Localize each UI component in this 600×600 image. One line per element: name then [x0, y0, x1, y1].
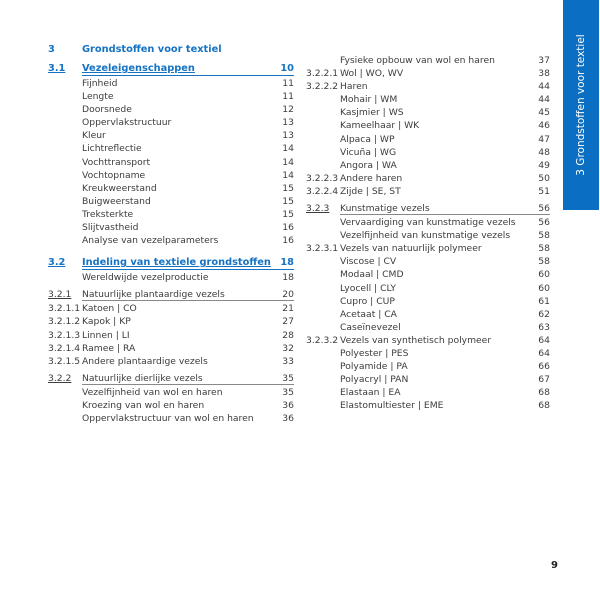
toc-entry-number: 3.2.1.5 [48, 355, 81, 367]
toc-entry-title: Fijnheid [82, 78, 118, 89]
toc-entry-page-number: 48 [538, 146, 550, 158]
toc-entry-page-number: 58 [538, 230, 550, 242]
toc-entry-page-number: 16 [282, 235, 294, 247]
toc-entry-title: Natuurlijke plantaardige vezels [82, 289, 225, 301]
toc-entry-title: Polyester | PES [340, 347, 409, 359]
toc-entry-title: Andere haren [340, 172, 403, 184]
toc-entry-page-number: 61 [538, 295, 550, 307]
toc-entry-item[interactable] [306, 106, 550, 119]
toc-entry-item[interactable] [306, 93, 550, 106]
toc-entry-title: Wereldwijde vezelproductie [82, 272, 209, 284]
toc-entry-item[interactable] [48, 412, 294, 425]
toc-left-column [48, 40, 294, 425]
toc-entry-page-number: 66 [538, 361, 550, 373]
toc-entry-title: Oppervlakstructuur [82, 117, 172, 129]
toc-entry-page-number: 56 [538, 217, 550, 229]
toc-entry-title: Buigweerstand [82, 195, 151, 207]
toc-entry-number: 3.2.2.2 [306, 81, 339, 93]
toc-entry-page-number: 13 [282, 117, 294, 129]
toc-entry-page-number: 12 [282, 104, 294, 116]
toc-entry-title: Vezelfijnheid van wol en haren [82, 386, 223, 398]
toc-entry-number: 3.2.3.1 [306, 243, 339, 255]
toc-entry-item[interactable] [306, 67, 550, 80]
toc-entry-title: Fysieke opbouw van wol en haren [340, 55, 495, 66]
toc-entry-title: Indeling van textiele grondstoffen [82, 257, 271, 269]
toc-entry-page-number: 18 [282, 272, 294, 284]
toc-entry-title: Kasjmier | WS [340, 107, 404, 119]
toc-entry-item[interactable] [48, 129, 294, 142]
page-number: 9 [551, 560, 558, 571]
toc-entry-item[interactable] [48, 90, 294, 103]
toc-entry-page-number: 11 [282, 91, 294, 103]
toc-entry-title: Mohair | WM [340, 94, 398, 106]
toc-entry-title: Kapok | KP [82, 316, 131, 328]
toc-entry-page-number: 36 [282, 412, 294, 424]
toc-entry-title: Modaal | CMD [340, 269, 404, 281]
toc-entry-page-number: 15 [282, 182, 294, 194]
toc-entry-number: 3.2.1.3 [48, 329, 81, 341]
toc-entry-page-number: 32 [282, 342, 294, 354]
toc-entry-title: Haren [340, 81, 368, 93]
toc-entry-page-number: 33 [282, 355, 294, 367]
toc-entry-title: Alpaca | WP [340, 133, 395, 145]
toc-entry-title: Treksterkte [82, 208, 134, 220]
toc-entry-number: 3.2.2.1 [306, 68, 339, 80]
toc-entry-title: Kleur [82, 130, 106, 142]
toc-entry-title: Doorsnede [82, 104, 132, 116]
toc-entry-number: 3.2.3 [306, 203, 330, 215]
toc-entry-page-number: 15 [282, 208, 294, 220]
toc-entry-title: Zijde | SE, ST [340, 185, 401, 197]
toc-entry-item[interactable] [306, 146, 550, 159]
toc-entry-item[interactable] [48, 302, 294, 315]
toc-entry-page-number: 14 [282, 143, 294, 155]
toc-entry-number: 3 [48, 44, 55, 55]
toc-entry-title: Polyamide | PA [340, 361, 408, 373]
toc-entry-item[interactable] [48, 342, 294, 355]
toc-entry-page-number: 60 [538, 282, 550, 294]
toc-entry-item[interactable] [48, 182, 294, 195]
toc-entry-item[interactable] [48, 315, 294, 328]
toc-entry-item[interactable] [306, 268, 550, 281]
toc-entry-page-number: 50 [538, 172, 550, 184]
chapter-side-tab [563, 0, 599, 210]
toc-entry-item[interactable] [306, 308, 550, 321]
toc-entry-page-number: 13 [282, 130, 294, 142]
toc-entry-page-number: 60 [538, 269, 550, 281]
toc-entry-title: Analyse van vezelparameters [82, 235, 219, 247]
toc-entry-title: Slijtvastheid [82, 222, 139, 234]
toc-entry-item[interactable] [306, 321, 550, 334]
toc-entry-item[interactable] [306, 347, 550, 360]
toc-entry-number: 3.2.2.4 [306, 185, 339, 197]
toc-entry-item[interactable] [48, 386, 294, 399]
toc-entry-item[interactable] [48, 234, 294, 247]
toc-entry-page-number: 58 [538, 256, 550, 268]
toc-entry-title: Oppervlakstructuur van wol en haren [82, 412, 254, 424]
toc-entry-item[interactable] [306, 334, 550, 347]
toc-entry-item[interactable] [48, 329, 294, 342]
toc-entry-page-number: 15 [282, 195, 294, 207]
toc-entry-item[interactable] [48, 195, 294, 208]
toc-entry-page-number: 51 [538, 185, 550, 197]
toc-entry-item[interactable] [48, 116, 294, 129]
toc-entry-item[interactable] [306, 229, 550, 242]
toc-entry-title: Vezeleigenschappen [82, 63, 195, 74]
toc-entry-item[interactable] [48, 221, 294, 234]
chapter-side-tab-label: 3 Grondstoffen voor textiel [575, 34, 587, 176]
toc-entry-number: 3.2.1 [48, 289, 72, 301]
toc-entry-title: Kameelhaar | WK [340, 120, 420, 132]
toc-entry-item[interactable] [306, 119, 550, 132]
toc-entry-page-number: 44 [538, 94, 550, 106]
toc-entry-item[interactable] [306, 159, 550, 172]
toc-entry-item[interactable] [306, 80, 550, 93]
toc-entry-page-number: 63 [538, 321, 550, 333]
toc-entry-page-number: 11 [282, 78, 294, 89]
toc-entry-title: Vezels van synthetisch polymeer [340, 334, 492, 346]
toc-entry-number: 3.1 [48, 63, 66, 74]
toc-entry-number: 3.2 [48, 257, 66, 269]
toc-entry-title: Vezels van natuurlijk polymeer [340, 243, 482, 255]
toc-entry-title: Lichtreflectie [82, 143, 142, 155]
toc-entry-page-number: 68 [538, 400, 550, 412]
toc-entry-title: Vezelfijnheid van kunstmatige vezels [340, 230, 511, 242]
toc-entry-section[interactable] [48, 61, 294, 77]
toc-entry-title: Katoen | CO [82, 303, 137, 315]
toc-entry-title: Wol | WO, WV [340, 68, 404, 80]
toc-entry-section[interactable] [48, 255, 294, 271]
toc-entry-item[interactable] [48, 77, 294, 90]
toc-entry-page-number: 56 [538, 203, 550, 215]
toc-entry-item[interactable] [306, 54, 550, 67]
toc-entry-page-number: 14 [282, 156, 294, 168]
toc-spacer [48, 247, 294, 253]
toc-entry-page-number: 46 [538, 120, 550, 132]
toc-entry-item[interactable] [306, 373, 550, 386]
toc-entry-number: 3.2.1.4 [48, 342, 81, 354]
toc-entry-chapter[interactable] [48, 40, 294, 59]
toc-entry-title: Linnen | LI [82, 329, 130, 341]
toc-entry-page-number: 44 [538, 81, 550, 93]
toc-entry-title: Grondstoffen voor textiel [82, 44, 222, 55]
toc-entry-item[interactable] [306, 255, 550, 268]
toc-entry-title: Kreukweerstand [82, 182, 157, 194]
toc-entry-page-number: 67 [538, 374, 550, 386]
toc-entry-page-number: 45 [538, 107, 550, 119]
toc-entry-sub[interactable] [48, 287, 294, 302]
toc-entry-title: Cupro | CUP [340, 295, 395, 307]
toc-entry-number: 3.2.1.1 [48, 303, 81, 315]
toc-entry-title: Angora | WA [340, 159, 397, 171]
toc-entry-item[interactable] [48, 399, 294, 412]
toc-entry-item[interactable] [306, 295, 550, 308]
toc-entry-item[interactable] [48, 271, 294, 284]
toc-entry-page-number: 37 [538, 55, 550, 66]
toc-entry-title: Kroezing van wol en haren [82, 399, 205, 411]
toc-entry-title: Andere plantaardige vezels [82, 355, 208, 367]
toc-entry-page-number: 20 [282, 289, 294, 301]
toc-entry-page-number: 49 [538, 159, 550, 171]
toc-entry-item[interactable] [306, 399, 550, 412]
toc-entry-page-number: 58 [538, 243, 550, 255]
toc-entry-item[interactable] [306, 282, 550, 295]
toc-entry-sub[interactable] [306, 201, 550, 216]
toc-entry-page-number: 36 [282, 399, 294, 411]
toc-entry-title: Vochtopname [82, 169, 146, 181]
toc-entry-title: Caseïnevezel [340, 321, 401, 333]
toc-entry-page-number: 35 [282, 372, 294, 384]
toc-entry-page-number: 27 [282, 316, 294, 328]
toc-entry-title: Vochttransport [82, 156, 151, 168]
toc-entry-item[interactable] [48, 208, 294, 221]
toc-entry-title: Elastaan | EA [340, 387, 401, 399]
toc-entry-page-number: 64 [538, 334, 550, 346]
toc-entry-page-number: 18 [280, 257, 294, 269]
toc-entry-title: Lyocell | CLY [340, 282, 397, 294]
toc-entry-title: Lengte [82, 91, 114, 103]
toc-entry-item[interactable] [48, 169, 294, 182]
toc-entry-page-number: 21 [282, 303, 294, 315]
toc-entry-item[interactable] [306, 216, 550, 229]
toc-entry-item[interactable] [48, 156, 294, 169]
toc-entry-item[interactable] [48, 355, 294, 368]
toc-entry-title: Vicuña | WG [340, 146, 397, 158]
toc-entry-number: 3.2.3.2 [306, 334, 339, 346]
toc-entry-title: Kunstmatige vezels [340, 203, 430, 215]
toc-entry-title: Viscose | CV [340, 256, 397, 268]
toc-entry-number: 3.2.2 [48, 372, 72, 384]
toc-entry-page-number: 35 [282, 386, 294, 398]
toc-entry-item[interactable] [306, 386, 550, 399]
toc-entry-item[interactable] [306, 242, 550, 255]
toc-entry-sub[interactable] [48, 371, 294, 386]
toc-entry-page-number: 14 [282, 169, 294, 181]
toc-entry-item[interactable] [48, 142, 294, 155]
toc-entry-title: Acetaat | CA [340, 308, 397, 320]
toc-entry-page-number: 10 [280, 63, 294, 74]
toc-entry-number: 3.2.2.3 [306, 172, 339, 184]
toc-entry-title: Vervaardiging van kunstmatige vezels [340, 217, 516, 229]
toc-entry-title: Polyacryl | PAN [340, 374, 409, 386]
toc-entry-item[interactable] [306, 360, 550, 373]
toc-entry-number: 3.2.1.2 [48, 316, 81, 328]
toc-entry-item[interactable] [48, 103, 294, 116]
toc-entry-page-number: 28 [282, 329, 294, 341]
toc-entry-page-number: 38 [538, 68, 550, 80]
toc-entry-item[interactable] [306, 172, 550, 185]
toc-entry-title: Ramee | RA [82, 342, 136, 354]
toc-entry-title: Natuurlijke dierlijke vezels [82, 372, 203, 384]
toc-right-column [306, 54, 550, 412]
toc-entry-page-number: 64 [538, 347, 550, 359]
toc-entry-page-number: 47 [538, 133, 550, 145]
toc-entry-item[interactable] [306, 185, 550, 198]
toc-entry-page-number: 68 [538, 387, 550, 399]
toc-entry-item[interactable] [306, 133, 550, 146]
toc-entry-title: Elastomultiester | EME [340, 400, 444, 412]
toc-entry-page-number: 62 [538, 308, 550, 320]
toc-entry-page-number: 16 [282, 222, 294, 234]
